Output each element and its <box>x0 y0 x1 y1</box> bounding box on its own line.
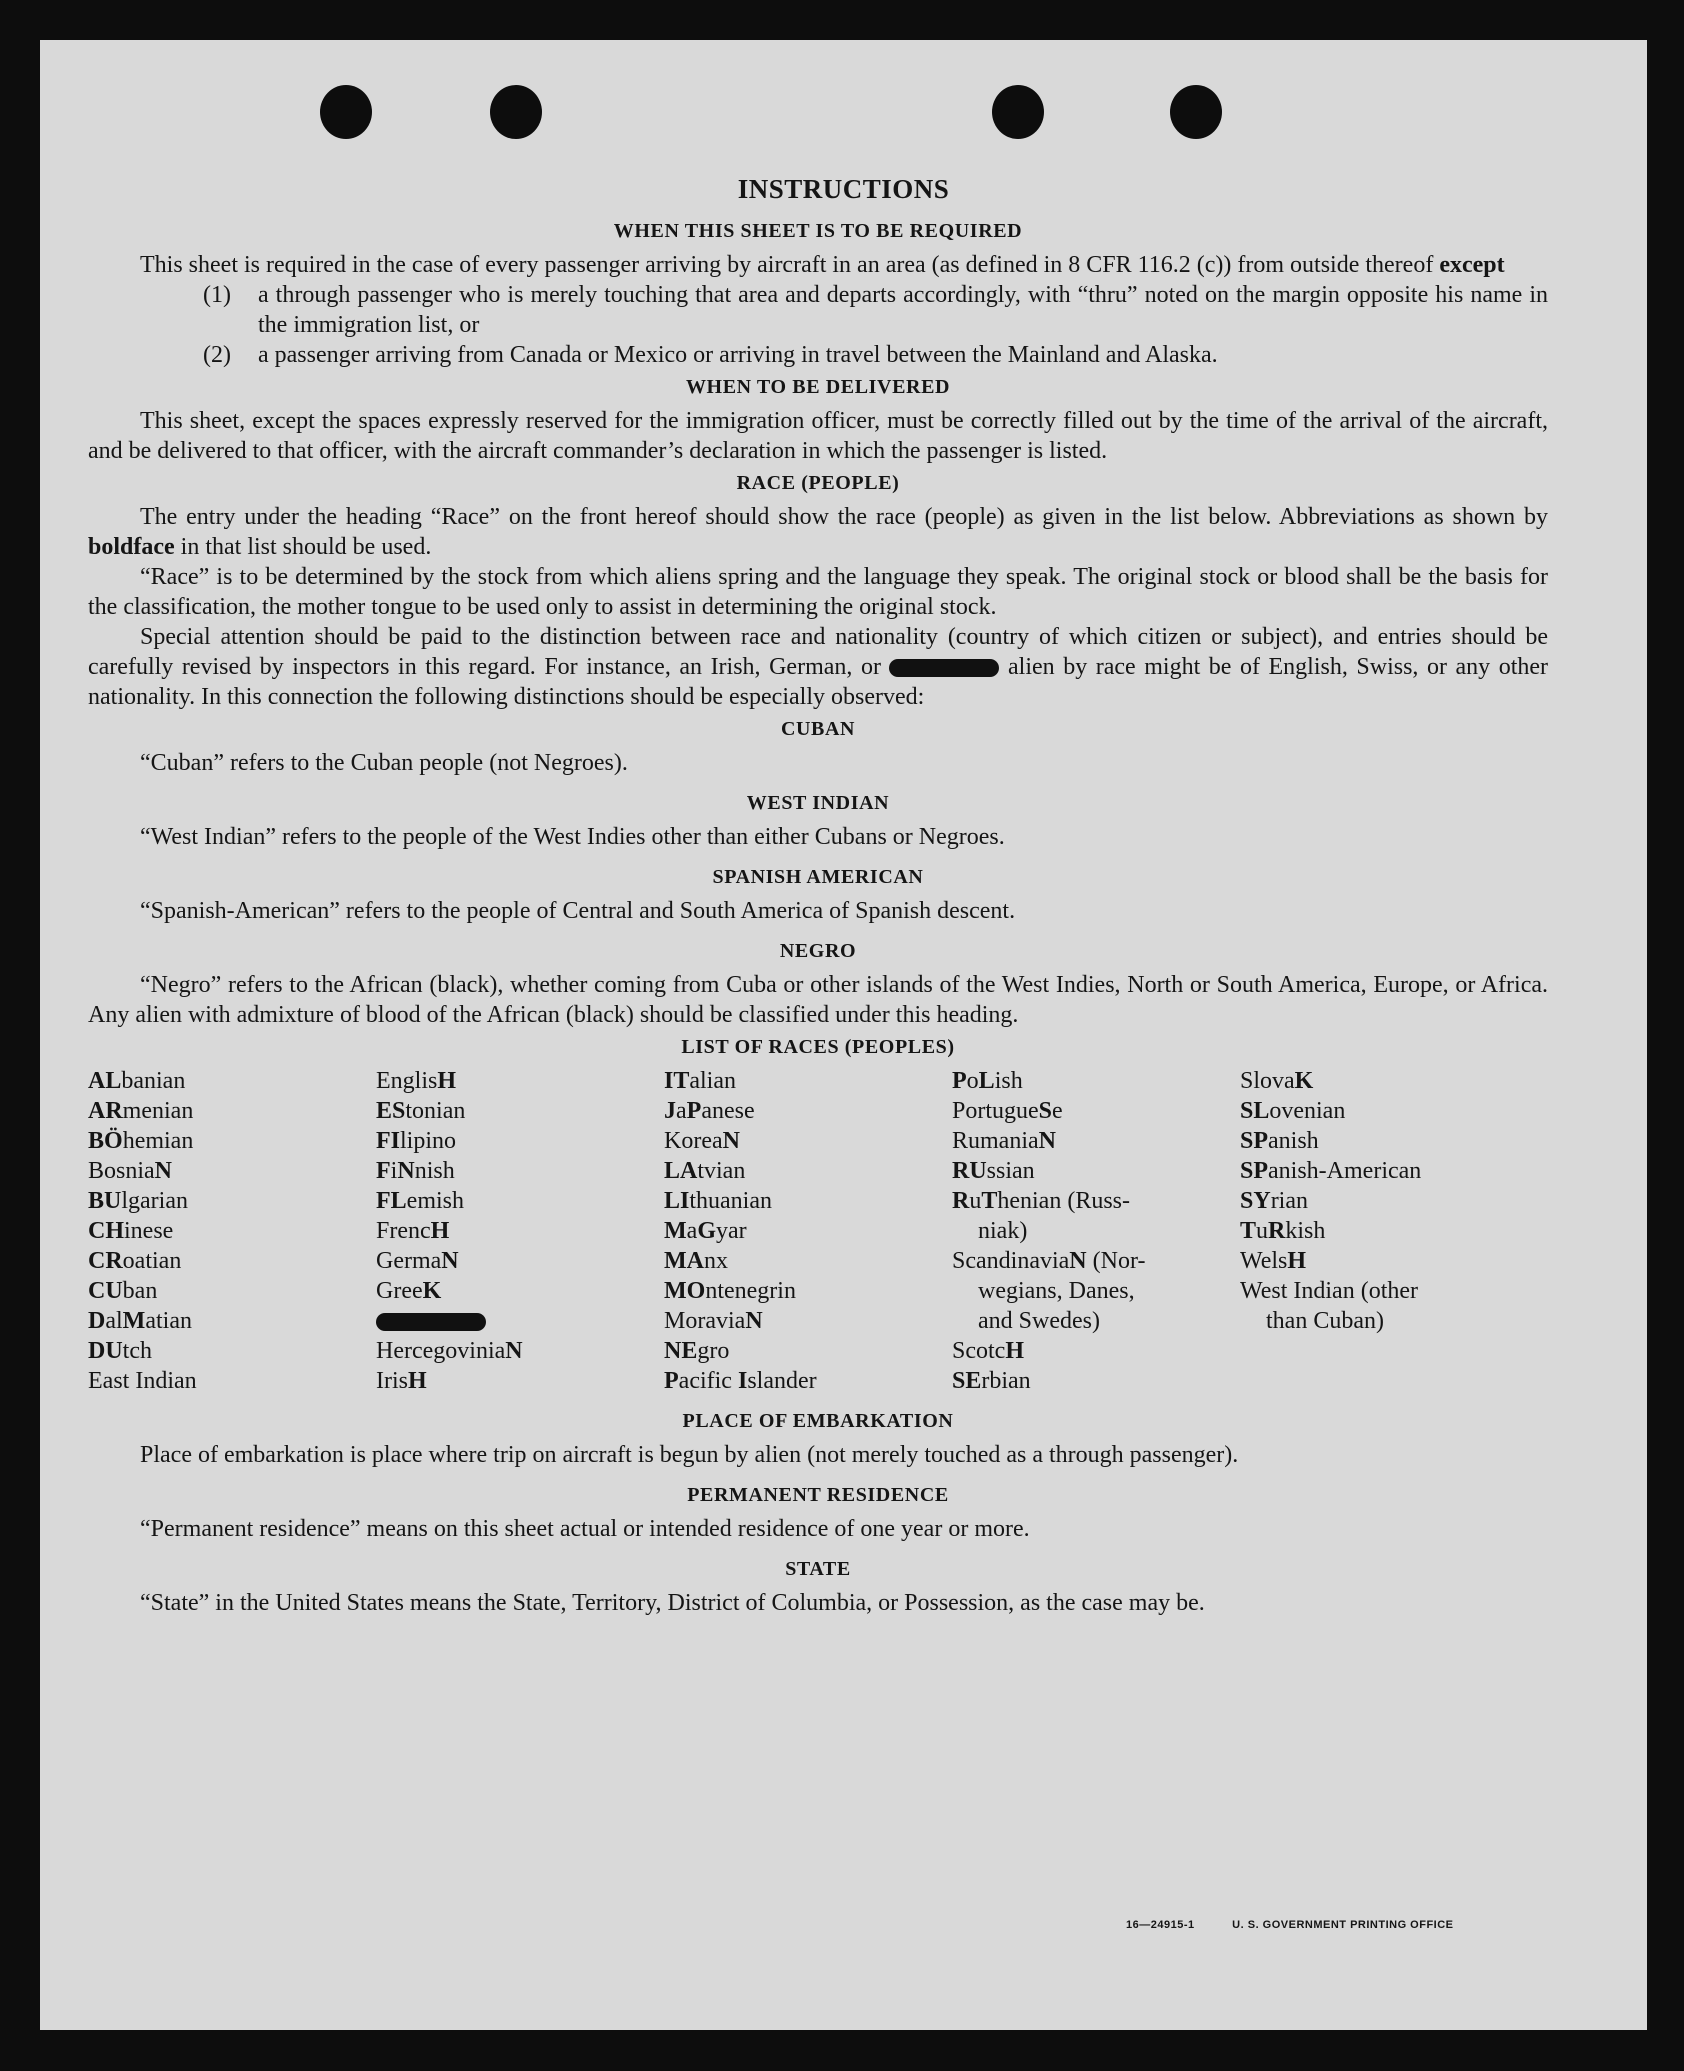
definition-text: “Permanent residence” means on this sheet actual or intended residence of one year or more. <box>140 1516 1030 1542</box>
punch-hole <box>1170 85 1222 139</box>
form-code: 16—24915-1 <box>1126 1919 1195 1931</box>
race-entry: DalMatian <box>88 1308 192 1334</box>
race-entry <box>376 1306 664 1336</box>
section-heading: WHEN TO BE DELIVERED <box>685 376 951 398</box>
race-entry: RUssian <box>952 1158 1035 1184</box>
exception-item: (1) a through passenger who is merely touching that area and departs accordingly, with “thru” noted on the margin opposite his name in the immigration list, or <box>203 282 1548 338</box>
footer <box>1126 1919 1488 1931</box>
definition-text: “West Indian” refers to the people of the West Indies other than either Cubans or Negroes. <box>140 824 1005 850</box>
race-entry: JaPanese <box>664 1098 755 1124</box>
race-entry: FLemish <box>376 1188 464 1214</box>
race-paragraph: The entry under the heading “Race” on the front hereof should show the race (people) as given in the list below. Abbreviations as shown by boldface in that list should be used. <box>88 504 1548 560</box>
race-entry: and Swedes) <box>978 1308 1100 1334</box>
race-column <box>376 1066 664 1396</box>
race-entry: ALbanian <box>88 1068 186 1094</box>
race-entry: MOntenegrin <box>664 1278 796 1304</box>
race-column <box>952 1066 1240 1396</box>
race-entry: LAtvian <box>664 1158 746 1184</box>
race-entry: PortugueSe <box>952 1098 1063 1124</box>
section-heading: WHEN THIS SHEET IS TO BE REQUIRED <box>613 220 1023 242</box>
race-entry: SLovenian <box>1240 1098 1346 1124</box>
race-entry: Pacific Islander <box>664 1368 817 1394</box>
section-heading: CUBAN <box>780 718 856 740</box>
race-entry: SYrian <box>1240 1188 1308 1214</box>
race-entry: WelsH <box>1240 1248 1307 1274</box>
race-entry: BUlgarian <box>88 1188 188 1214</box>
race-column <box>1240 1066 1490 1396</box>
race-entry: BÖhemian <box>88 1128 194 1154</box>
definition-text: “Cuban” refers to the Cuban people (not Negroes). <box>140 750 628 776</box>
race-entry: than Cuban) <box>1266 1308 1384 1334</box>
redaction-mark <box>376 1313 486 1331</box>
race-column <box>88 1066 376 1396</box>
race-entry: EStonian <box>376 1098 466 1124</box>
section-heading: WEST INDIAN <box>746 792 890 814</box>
race-entry: MAnx <box>664 1248 728 1274</box>
redaction-mark <box>889 659 999 677</box>
section-heading: NEGRO <box>779 940 857 962</box>
race-paragraph: Special attention should be paid to the distinction between race and nationality (country of which citizen or subject), and entries should be carefully revised by inspectors in this regard. For instance, an Irish, German, or alien by race might be of English, Swiss, or any other nationality. In this connection the following distinctions should be especially observed: <box>88 624 1549 710</box>
race-entry: HercegoviniaN <box>376 1338 523 1364</box>
race-entry: SPanish-American <box>1240 1158 1422 1184</box>
punch-hole <box>992 85 1044 139</box>
race-entry: RumaniaN <box>952 1128 1056 1154</box>
race-entry: IrisH <box>376 1368 427 1394</box>
definition-text: “Spanish-American” refers to the people of Central and South America of Spanish descent. <box>140 898 1016 924</box>
race-entry: FiNnish <box>376 1158 455 1184</box>
section-heading: PERMANENT RESIDENCE <box>687 1484 949 1506</box>
section-heading: LIST OF RACES (PEOPLES) <box>681 1036 955 1058</box>
section-heading: SPANISH AMERICAN <box>712 866 924 888</box>
race-entry: SErbian <box>952 1368 1031 1394</box>
race-entry: East Indian <box>88 1368 197 1394</box>
delivery-text: This sheet, except the spaces expressly reserved for the immigration officer, must be correctly filled out by the time of the arrival of the aircraft, and be delivered to that officer, with the aircraft commander’s declaration in which the passenger is listed. <box>88 408 1548 464</box>
definition-text: “Negro” refers to the African (black), whether coming from Cuba or other islands of the West Indies, North or South America, Europe, or Africa. Any alien with admixture of blood of the African (black) should be classified under this heading. <box>88 972 1548 1028</box>
document-sheet <box>40 40 1647 2030</box>
race-entry: CRoatian <box>88 1248 182 1274</box>
requirement-intro: This sheet is required in the case of every passenger arriving by aircraft in an area (as defined in 8 CFR 116.2 (c)) from outside thereof except <box>140 252 1505 278</box>
race-entry: NEgro <box>664 1338 730 1364</box>
race-list <box>88 1066 1548 1396</box>
race-paragraph: “Race” is to be determined by the stock from which aliens spring and the language they speak. The original stock or blood shall be the basis for the classification, the mother tongue to be used only to assist in determining the original stock. <box>88 564 1548 620</box>
race-entry: GermaN <box>376 1248 459 1274</box>
race-entry: SlovaK <box>1240 1068 1314 1094</box>
race-entry: MoraviaN <box>664 1308 763 1334</box>
race-entry: PoLish <box>952 1068 1023 1094</box>
race-entry: DUtch <box>88 1338 152 1364</box>
race-entry: West Indian (other <box>1240 1278 1419 1304</box>
section-heading: PLACE OF EMBARKATION <box>682 1410 954 1432</box>
race-entry: KoreaN <box>664 1128 740 1154</box>
race-entry: ScotcH <box>952 1338 1024 1364</box>
race-entry: LIthuanian <box>664 1188 772 1214</box>
race-entry: FIlipino <box>376 1128 457 1154</box>
race-entry: BosniaN <box>88 1158 173 1184</box>
race-entry: CUban <box>88 1278 158 1304</box>
exception-item: (2) a passenger arriving from Canada or Mexico or arriving in travel between the Mainland and Alaska. <box>203 342 1218 368</box>
punch-hole <box>320 85 372 139</box>
race-column <box>664 1066 952 1396</box>
section-heading: RACE (PEOPLE) <box>736 472 900 494</box>
race-entry: SPanish <box>1240 1128 1319 1154</box>
race-entry: CHinese <box>88 1218 174 1244</box>
definition-text: “State” in the United States means the State, Territory, District of Columbia, or Possession, as the case may be. <box>140 1590 1205 1616</box>
instructions-body <box>88 214 1548 1618</box>
definition-text: Place of embarkation is place where trip on aircraft is begun by alien (not merely touched as a through passenger). <box>140 1442 1239 1468</box>
race-entry: EnglisH <box>376 1068 457 1094</box>
race-entry: wegians, Danes, <box>978 1278 1135 1304</box>
race-entry: TuRkish <box>1240 1218 1326 1244</box>
printer-credit: U. S. GOVERNMENT PRINTING OFFICE <box>1232 1919 1454 1931</box>
race-entry: RuThenian (Russ- <box>952 1188 1131 1214</box>
race-entry: niak) <box>978 1218 1028 1244</box>
race-entry: FrencH <box>376 1218 450 1244</box>
document-title: INSTRUCTIONS <box>737 174 950 204</box>
race-entry: MaGyar <box>664 1218 747 1244</box>
race-entry: ITalian <box>664 1068 736 1094</box>
section-heading: STATE <box>785 1558 851 1580</box>
punch-hole <box>490 85 542 139</box>
race-entry: ARmenian <box>88 1098 194 1124</box>
race-entry: GreeK <box>376 1278 442 1304</box>
race-entry: ScandinaviaN (Nor- <box>952 1248 1146 1274</box>
